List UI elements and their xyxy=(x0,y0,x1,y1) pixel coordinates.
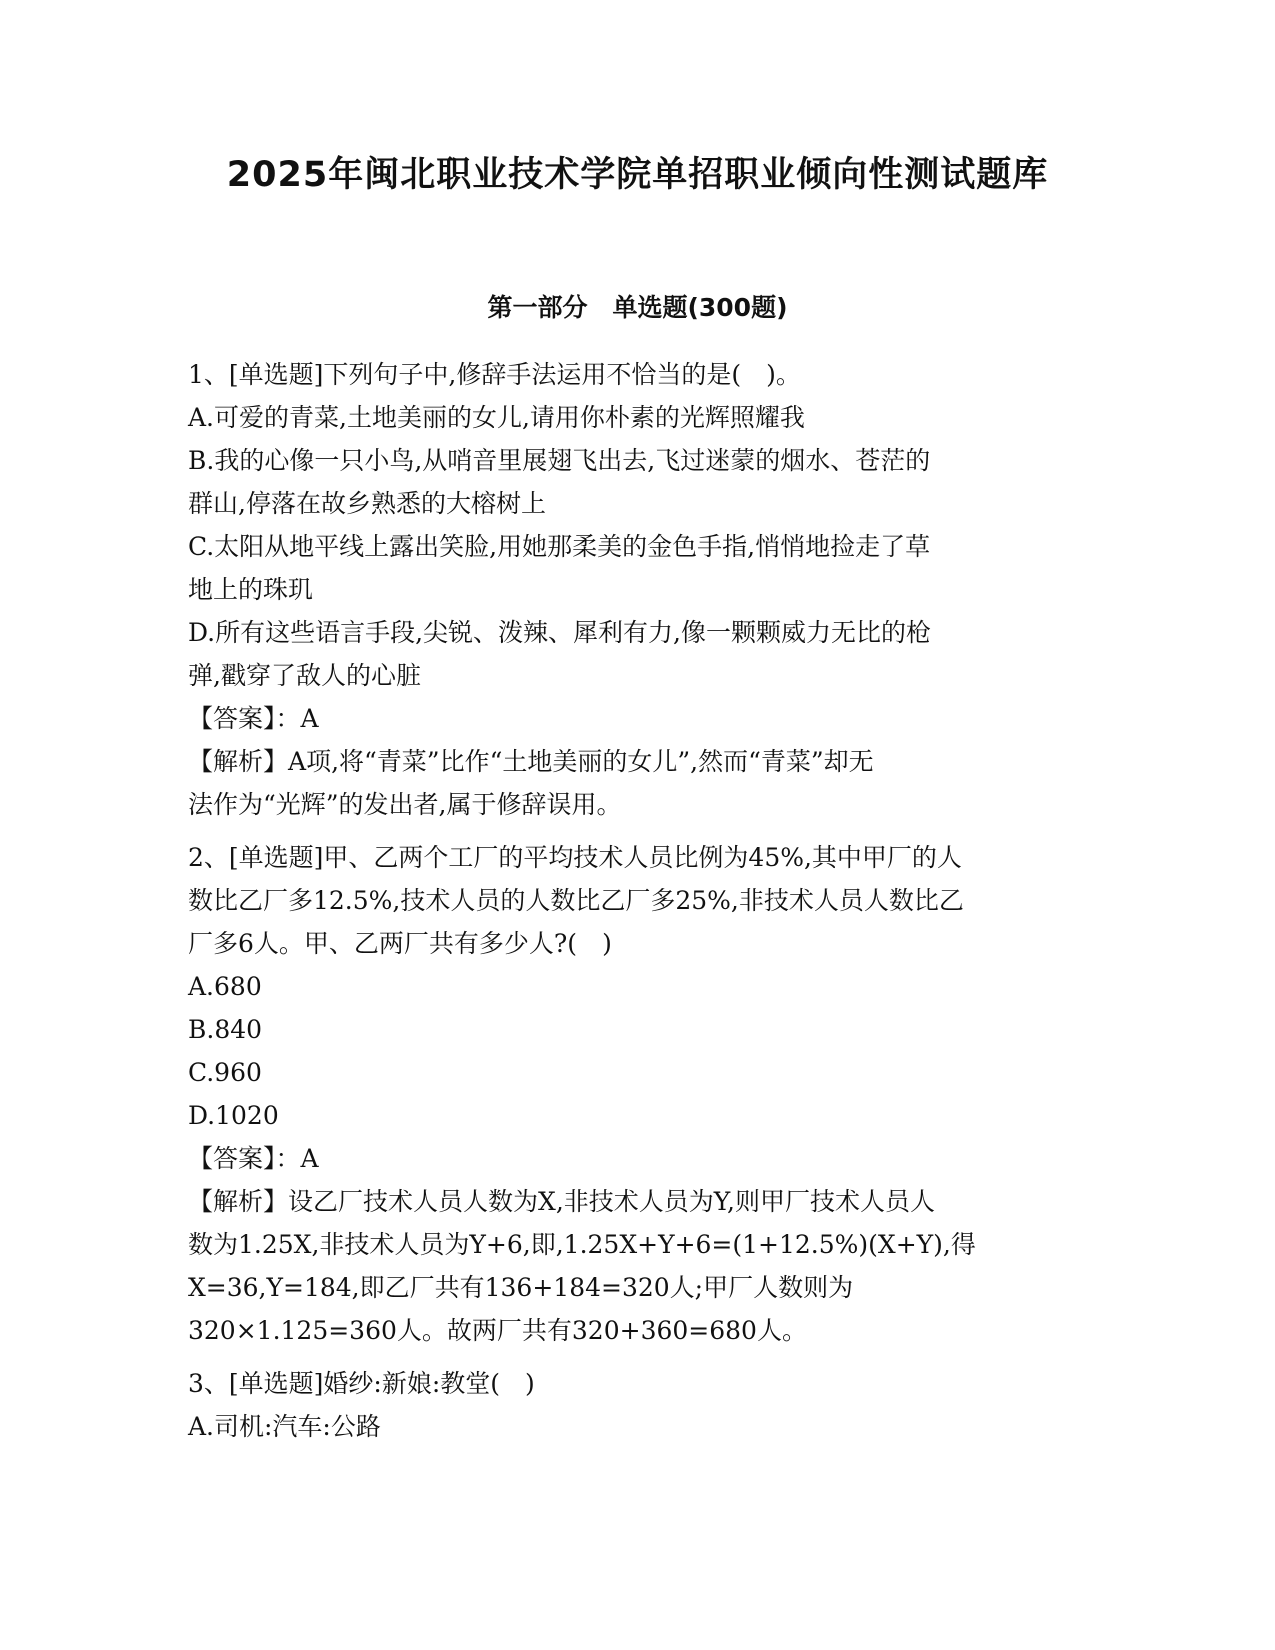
option-line: D.所有这些语言手段,尖锐、泼辣、犀利有力,像一颗颗威力无比的枪 xyxy=(188,618,931,647)
explanation-label: 【解析】 xyxy=(188,1187,289,1216)
question-block xyxy=(188,836,1088,1352)
answer-line xyxy=(188,697,1088,740)
option-line: 群山,停落在故乡熟悉的大榕树上 xyxy=(188,489,546,518)
option-line: 地上的珠玑 xyxy=(188,575,314,604)
option-line: C.960 xyxy=(188,1058,262,1087)
explanation-line xyxy=(188,1309,1088,1352)
answer-value: A xyxy=(300,1144,319,1173)
option-line: A.可爱的青菜,土地美丽的女儿,请用你朴素的光辉照耀我 xyxy=(188,403,805,432)
option-line: B.我的心像一只小鸟,从哨音里展翅飞出去,飞过迷蒙的烟水、苍茫的 xyxy=(188,446,931,475)
option-line: A.司机:汽车:公路 xyxy=(188,1412,381,1441)
explanation-line xyxy=(188,783,1088,826)
question-stem-line: 3、[单选题]婚纱:新娘:教堂( ) xyxy=(188,1369,535,1398)
explanation-text: A项,将“青菜”比作“土地美丽的女儿”,然而“青菜”却无 xyxy=(288,747,874,776)
explanation-line xyxy=(188,740,1088,783)
option-line: A.680 xyxy=(188,972,262,1001)
question-spacer xyxy=(188,826,1088,836)
question-list xyxy=(188,353,1088,1448)
document-title: 2025年闽北职业技术学院单招职业倾向性测试题库 xyxy=(226,155,1049,195)
question-stem-line: 厂多6人。甲、乙两厂共有多少人?( ) xyxy=(188,929,612,958)
question-spacer xyxy=(188,1352,1088,1362)
option-line: 弹,戳穿了敌人的心脏 xyxy=(188,661,421,690)
explanation-text: 设乙厂技术人员人数为X,非技术人员为Y,则甲厂技术人员人 xyxy=(288,1187,935,1216)
explanation-line xyxy=(188,1180,1088,1223)
explanation-text: 320×1.125=360人。故两厂共有320+360=680人。 xyxy=(188,1316,807,1345)
explanation-label: 【解析】 xyxy=(188,747,289,776)
option-line: D.1020 xyxy=(188,1101,279,1130)
explanation-text: 数为1.25X,非技术人员为Y+6,即,1.25X+Y+6=(1+12.5%)(X+Y),得 xyxy=(188,1230,976,1259)
answer-label: 【答案】： xyxy=(188,704,301,733)
explanation-line xyxy=(188,1266,1088,1309)
explanation-line xyxy=(188,1223,1088,1266)
explanation-text: X=36,Y=184,即乙厂共有136+184=320人;甲厂人数则为 xyxy=(188,1273,854,1302)
question-block xyxy=(188,353,1088,826)
question-stem-line: 1、[单选题]下列句子中,修辞手法运用不恰当的是( )。 xyxy=(188,360,801,389)
answer-line xyxy=(188,1137,1088,1180)
explanation-text: 法作为“光辉”的发出者,属于修辞误用。 xyxy=(188,790,622,819)
answer-label: 【答案】： xyxy=(188,1144,301,1173)
option-line: B.840 xyxy=(188,1015,263,1044)
answer-value: A xyxy=(300,704,319,733)
question-stem-line: 2、[单选题]甲、乙两个工厂的平均技术人员比例为45%,其中甲厂的人 xyxy=(188,843,962,872)
section-title: 第一部分 单选题(300题) xyxy=(487,293,788,322)
option-line: C.太阳从地平线上露出笑脸,用她那柔美的金色手指,悄悄地捡走了草 xyxy=(188,532,931,561)
question-block xyxy=(188,1362,1088,1448)
question-stem-line: 数比乙厂多12.5%,技术人员的人数比乙厂多25%,非技术人员人数比乙 xyxy=(188,886,964,915)
